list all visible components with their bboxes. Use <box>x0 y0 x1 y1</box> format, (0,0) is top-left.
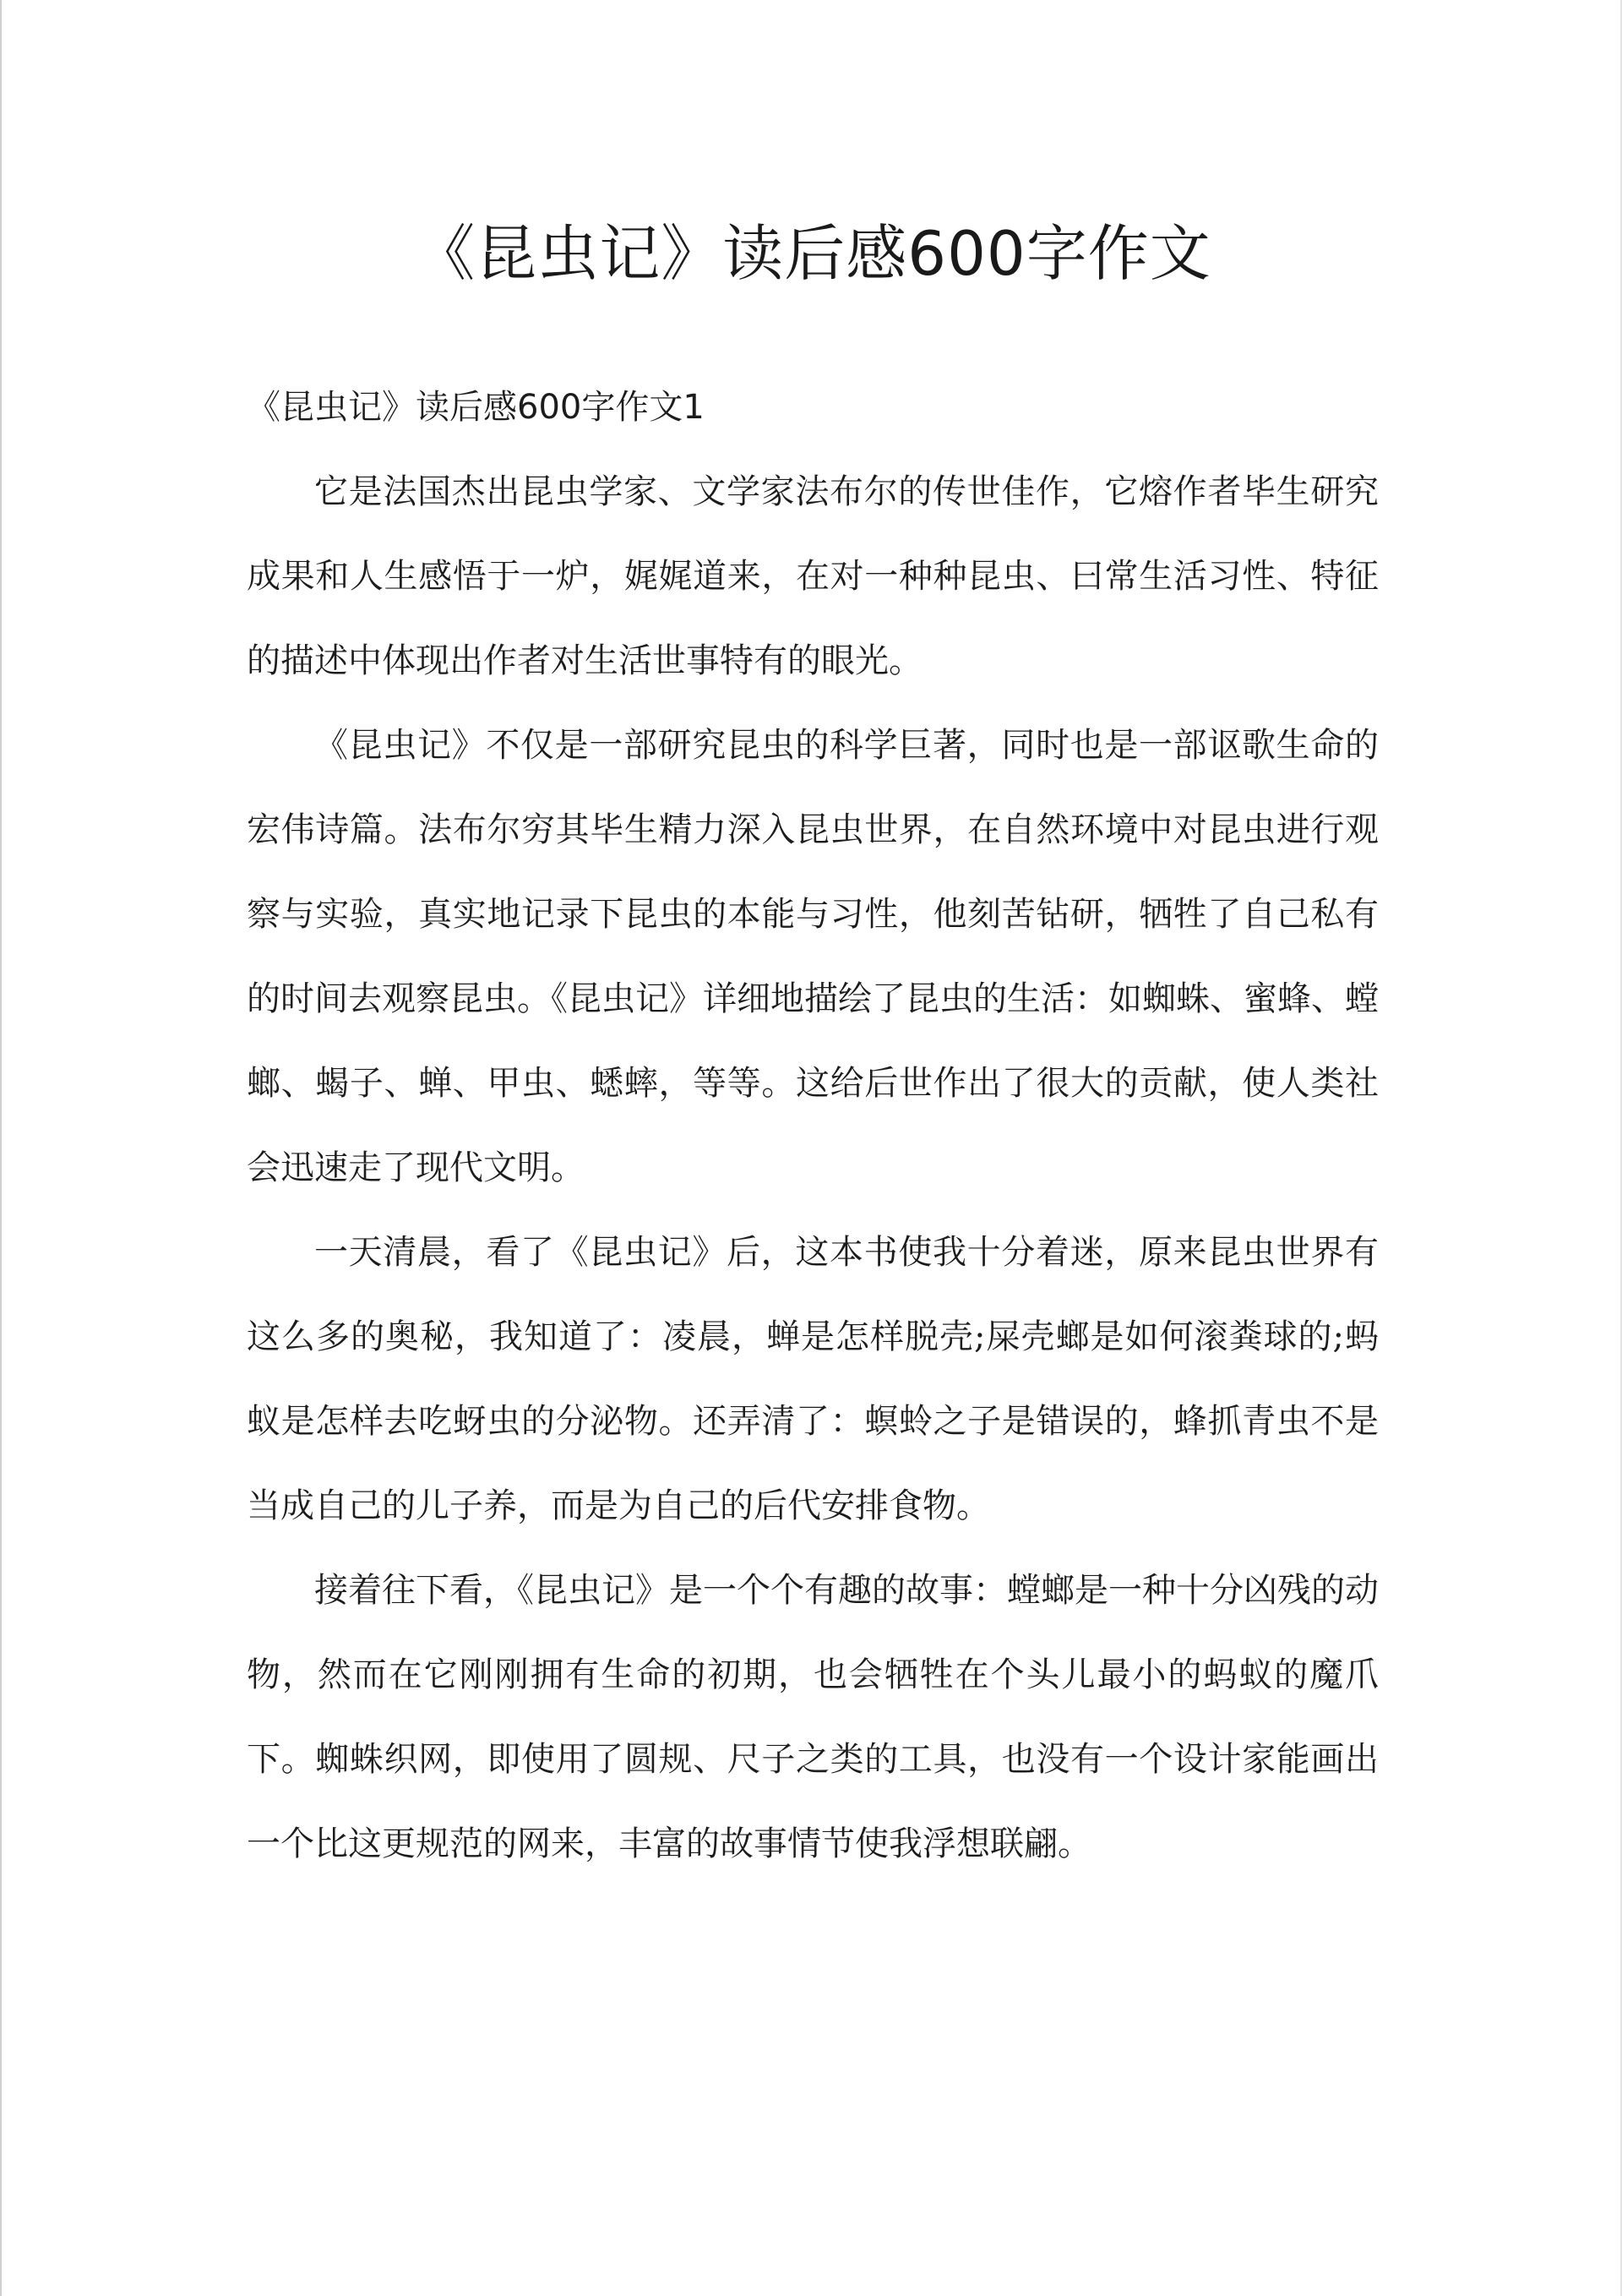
paragraph-1: 它是法国杰出昆虫学家、文学家法布尔的传世佳作，它熔作者毕生研究成果和人生感悟于一炉，娓娓道来，在对一种种昆虫、曰常生活习性、特征的描述中体现出作者对生活世事特有的眼光。 <box>247 472 1379 680</box>
paragraph-4: 接着往下看，《昆虫记》是一个个有趣的故事：螳螂是一种十分凶残的动物，然而在它刚刚拥有生命的初期，也会牺牲在个头儿最小的蚂蚁的魔爪下。蜘蛛织网，即使用了圆规、尺子之类的工具，也没有一个设计家能画出一个比这更规范的网来，丰富的故事情节使我浮想联翩。 <box>247 1571 1379 1863</box>
document-title: 《昆虫记》读后感600字作文 <box>414 218 1211 289</box>
essay-subtitle: 《昆虫记》读后感600字作文1 <box>247 388 705 427</box>
document-body <box>247 365 1379 1886</box>
paragraph-3: 一天清晨，看了《昆虫记》后，这本书使我十分着迷，原来昆虫世界有这么多的奥秘，我知道了：凌晨，蝉是怎样脱壳;屎壳螂是如何滚粪球的;蚂蚁是怎样去吃蚜虫的分泌物。还弄清了：螟蛉之子是错误的，蜂抓青虫不是当成自己的儿子养，而是为自己的后代安排食物。 <box>247 1233 1379 1525</box>
paragraph-2: 《昆虫记》不仅是一部研究昆虫的科学巨著，同时也是一部讴歌生命的宏伟诗篇。法布尔穷其毕生精力深入昆虫世界，在自然环境中对昆虫进行观察与实验，真实地记录下昆虫的本能与习性，他刻苦钻研，牺牲了自己私有的时间去观察昆虫。《昆虫记》详细地描绘了昆虫的生活：如蜘蛛、蜜蜂、螳螂、蝎子、蝉、甲虫、蟋蟀，等等。这给后世作出了很大的贡献，使人类社会迅速走了现代文明。 <box>247 726 1379 1187</box>
